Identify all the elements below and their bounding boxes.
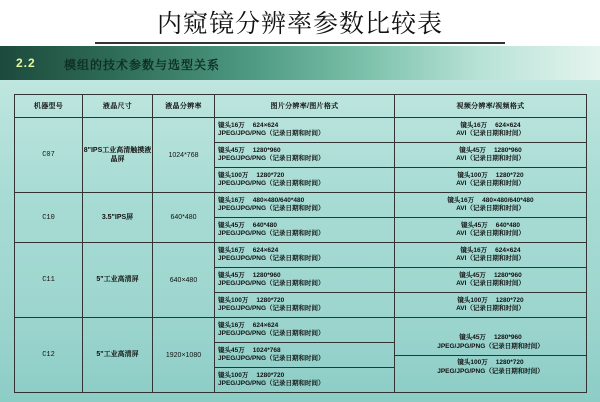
table-row (15, 318, 587, 393)
cell-model: C11 (15, 243, 83, 318)
photo-spec-item: 镜头45万 1280*960 JPEG/JPG/PNG（记录日期和时间） (215, 268, 394, 293)
table-row (15, 193, 587, 243)
video-spec-item: 镜头45万 1280*960 JPEG/JPG/PNG（记录日期和时间） (395, 331, 586, 356)
cell-video (395, 318, 587, 393)
cell-video (395, 118, 587, 193)
cell-model: C12 (15, 318, 83, 393)
video-spec-item: 镜头16万 480×480/640*480 AVI（记录日期和时间） (395, 193, 586, 218)
table-header-row (15, 95, 587, 118)
video-spec-item: 镜头45万 1280*960 AVI（记录日期和时间） (395, 268, 586, 293)
content-area (0, 80, 600, 402)
cell-screen-size: 8"IPS工业高清触摸液晶屏 (83, 118, 153, 193)
video-spec-item: 镜头100万 1280*720 AVI（记录日期和时间） (456, 296, 525, 312)
cell-screen-size: 5"工业高清屏 (83, 318, 153, 393)
table-row (15, 243, 587, 318)
video-spec-item: 镜头45万 640*480 AVI（记录日期和时间） (456, 221, 525, 237)
video-spec-item: 镜头45万 1280*960 AVI（记录日期和时间） (395, 143, 586, 168)
video-spec-item: 镜头100万 1280*720 JPEG/JPG/PNG（记录日期和时间） (437, 359, 544, 375)
col-header-screen-resolution: 液晶分辨率 (153, 95, 215, 118)
photo-spec-item: 镜头16万 624×624 JPEG/JPG/PNG（记录日期和时间） (215, 318, 394, 343)
cell-photo (215, 318, 395, 393)
title-bar (0, 0, 600, 46)
cell-screen-size: 3.5"IPS屏 (83, 193, 153, 243)
video-spec-item: 镜头16万 624×624 AVI（记录日期和时间） (395, 243, 586, 268)
video-spec-item: 镜头16万 624×624 AVI（记录日期和时间） (395, 118, 586, 143)
cell-photo (215, 193, 395, 243)
page-title: 内窥镜分辨率参数比较表 (156, 9, 443, 38)
photo-spec-item: 镜头45万 1024*768 JPEG/JPG/PNG（记录日期和时间） (215, 343, 394, 368)
section-number: 2.2 (16, 56, 36, 70)
video-spec-item: 镜头100万 1280*720 AVI（记录日期和时间） (456, 171, 525, 187)
cell-model: C07 (15, 118, 83, 193)
cell-screen-resolution: 640*480 (153, 193, 215, 243)
cell-video (395, 243, 587, 318)
col-header-screen-size: 液晶尺寸 (83, 95, 153, 118)
photo-spec-item: 镜头45万 640*480 JPEG/JPG/PNG（记录日期和时间） (218, 221, 325, 237)
col-header-model: 机器型号 (15, 95, 83, 118)
col-header-video: 视频分辨率/视频格式 (395, 95, 587, 118)
photo-spec-item: 镜头16万 480×480/640*480 JPEG/JPG/PNG（记录日期和时间） (215, 193, 394, 218)
cell-photo (215, 243, 395, 318)
cell-screen-resolution: 640×480 (153, 243, 215, 318)
photo-spec-item: 镜头100万 1280*720 JPEG/JPG/PNG（记录日期和时间） (218, 171, 325, 187)
photo-spec-item: 镜头100万 1280*720 JPEG/JPG/PNG（记录日期和时间） (218, 296, 325, 312)
section-title: 模组的技术参数与选型关系 (64, 58, 221, 72)
cell-video (395, 193, 587, 243)
spec-table (14, 94, 587, 393)
cell-photo (215, 118, 395, 193)
title-underline (95, 42, 505, 44)
cell-model: C10 (15, 193, 83, 243)
cell-screen-size: 5"工业高清屏 (83, 243, 153, 318)
table-row (15, 118, 587, 193)
photo-spec-item: 镜头16万 624×624 JPEG/JPG/PNG（记录日期和时间） (215, 243, 394, 268)
photo-spec-item: 镜头45万 1280*960 JPEG/JPG/PNG（记录日期和时间） (215, 143, 394, 168)
photo-spec-item: 镜头100万 1280*720 JPEG/JPG/PNG（记录日期和时间） (218, 371, 325, 387)
cell-screen-resolution: 1920×1080 (153, 318, 215, 393)
col-header-photo: 图片分辨率/图片格式 (215, 95, 395, 118)
cell-screen-resolution: 1024*768 (153, 118, 215, 193)
photo-spec-item: 镜头16万 624×624 JPEG/JPG/PNG（记录日期和时间） (215, 118, 394, 143)
